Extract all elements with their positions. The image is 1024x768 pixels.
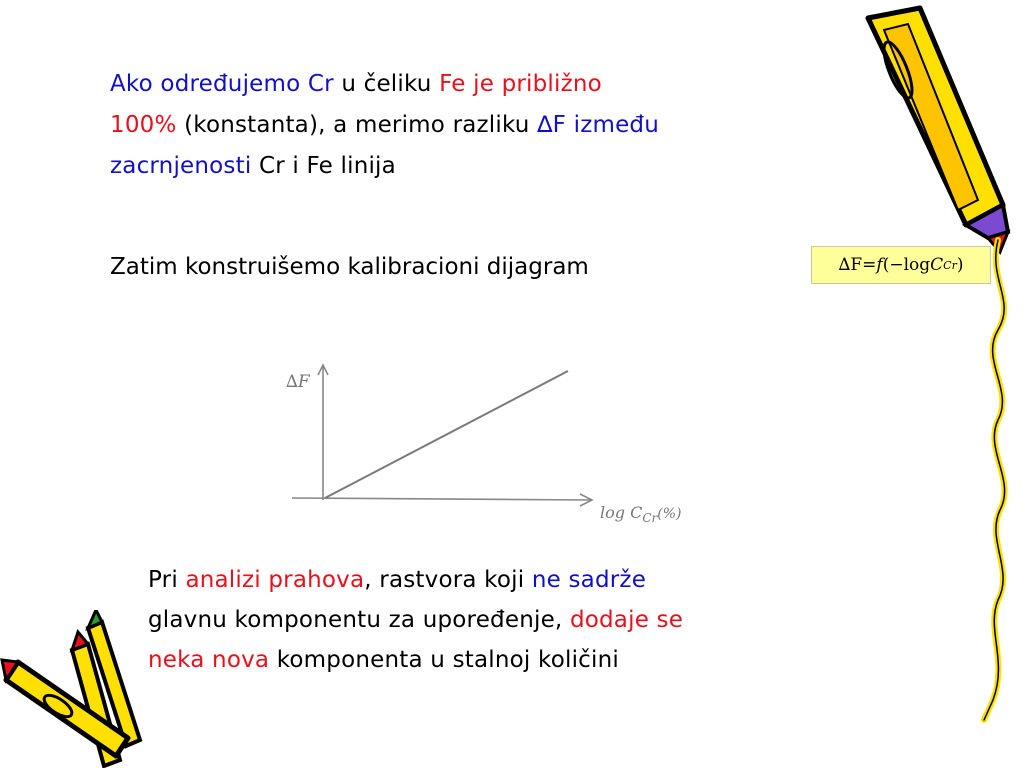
calibration-sentence: Zatim konstruišemo kalibracioni dijagram xyxy=(110,254,589,280)
text-segment: ne sadrže xyxy=(531,567,647,593)
x-axis xyxy=(292,498,590,500)
powder-paragraph xyxy=(148,560,908,680)
calibration-line xyxy=(325,371,568,498)
formula-close: ) xyxy=(956,255,964,275)
text-segment: Pri xyxy=(148,567,186,593)
text-segment: neka nova xyxy=(148,647,270,673)
x-axis-label-main: log C xyxy=(600,503,643,522)
intro-paragraph xyxy=(110,64,900,187)
formula-sub: Cr xyxy=(943,258,957,272)
text-segment: Cr i Fe linija xyxy=(251,153,396,179)
text-segment: , rastvora koji xyxy=(364,567,532,593)
formula-f: f xyxy=(876,255,883,275)
text-segment: Fe je približno xyxy=(439,71,602,97)
text-segment: analizi prahova xyxy=(185,567,365,593)
text-segment: komponenta u stalnoj količini xyxy=(269,647,619,673)
formula-open: (−log xyxy=(882,255,931,275)
formula-eq: = xyxy=(862,255,877,275)
text-segment: (konstanta), a merimo razliku xyxy=(176,112,538,138)
x-axis-label-unit: (%) xyxy=(657,506,682,522)
x-axis-label-sub: Cr xyxy=(642,511,658,525)
text-segment: zacrnjenosti xyxy=(110,153,252,179)
pencil-decoration-right xyxy=(838,0,1024,725)
calibration-chart xyxy=(280,355,720,540)
text-segment: 100% xyxy=(110,112,177,138)
pencil-scribble xyxy=(984,240,1005,720)
y-axis-label: ∆F xyxy=(286,372,310,392)
pencil-decoration-left xyxy=(0,610,150,768)
text-segment: ∆F xyxy=(537,112,567,138)
text-segment: u čeliku xyxy=(333,71,440,97)
formula-lhs: ∆F xyxy=(838,255,863,275)
series-layer xyxy=(325,371,568,498)
text-segment: između xyxy=(566,112,659,138)
pencil-icon xyxy=(868,8,1008,252)
text-segment: glavnu komponentu za upoređenje, xyxy=(148,607,570,633)
text-segment: Ako određujemo Cr xyxy=(110,71,334,97)
formula-c: C xyxy=(930,255,944,275)
text-segment: dodaje se xyxy=(569,607,684,633)
x-axis-label xyxy=(600,503,681,525)
